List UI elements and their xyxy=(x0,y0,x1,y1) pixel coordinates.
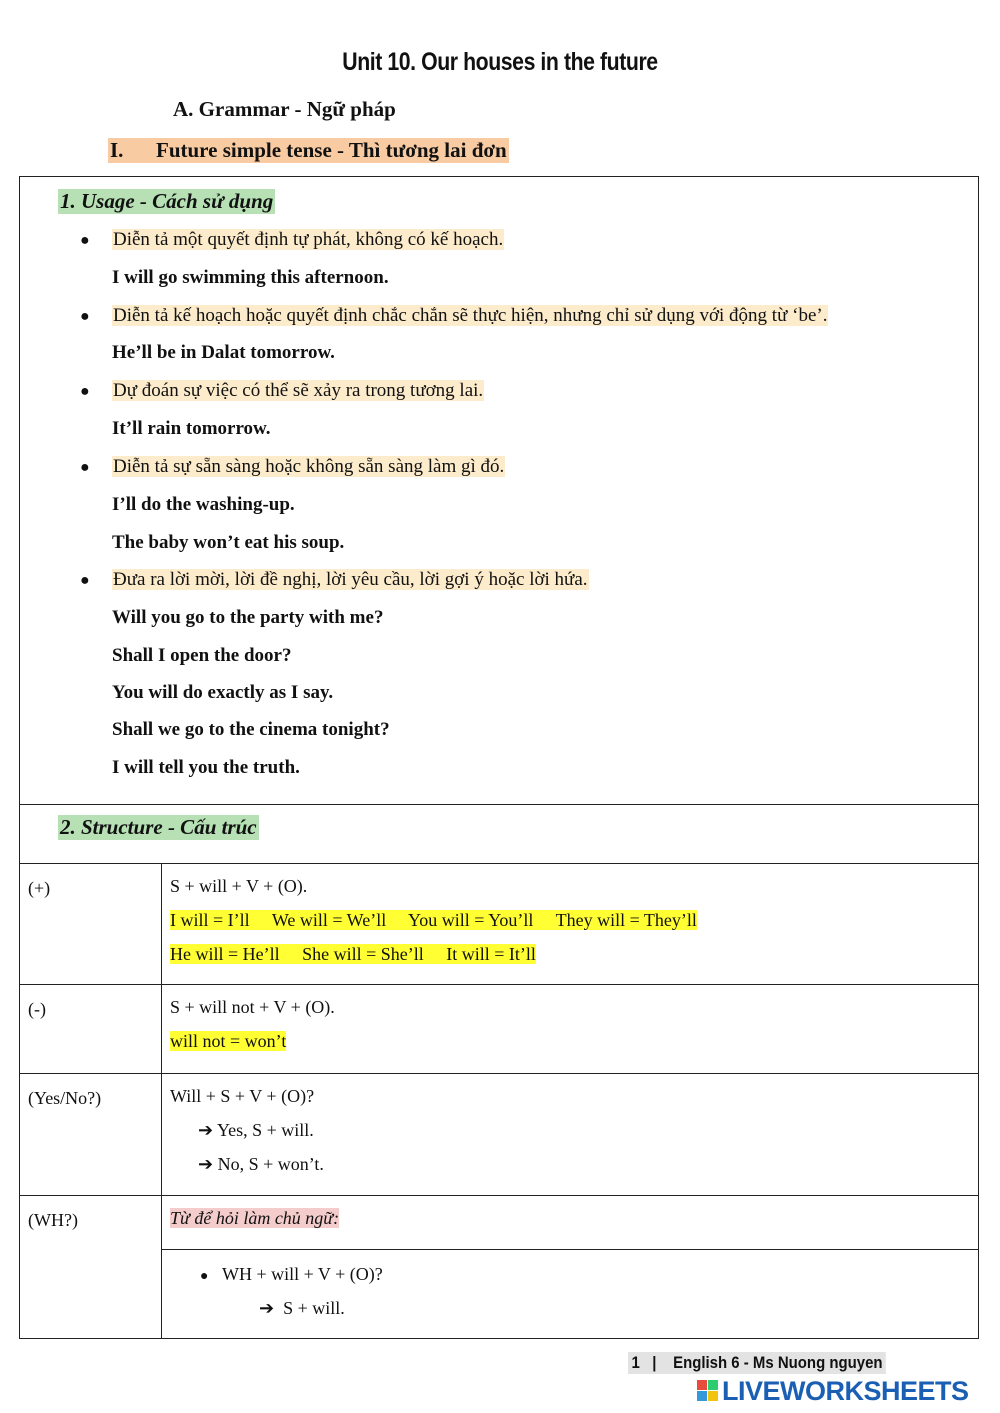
bullet-icon: ● xyxy=(80,572,90,589)
usage-bullet-5: Đưa ra lời mời, lời đề nghị, lời yêu cầu, lời gợi ý hoặc lời hứa. xyxy=(113,569,588,590)
usage-example-5b: Shall I open the door? xyxy=(112,645,292,666)
bullet-icon: ● xyxy=(200,1269,209,1284)
negative-label: (-) xyxy=(20,985,162,1074)
liveworksheets-logo[interactable] xyxy=(697,1376,969,1407)
structure-heading-row xyxy=(20,805,978,864)
bullet-icon: ● xyxy=(80,308,90,325)
section-i-heading xyxy=(108,138,509,163)
usage-bullet-3: Dự đoán sự việc có thể sẽ xảy ra trong tương lai. xyxy=(113,380,484,401)
no-answer: No, S + won’t. xyxy=(217,1154,324,1174)
usage-example-2: He’ll be in Dalat tomorrow. xyxy=(112,342,335,363)
wh-formula: WH + will + V + (O)? xyxy=(221,1264,383,1284)
section-a-heading: A. Grammar - Ngữ pháp xyxy=(173,97,396,121)
usage-bullet-2: Diễn tả kế hoạch hoặc quyết định chắc chắn sẽ thực hiện, nhưng chỉ sử dụng với động từ ‘be’. xyxy=(113,305,828,326)
bullet-icon: ● xyxy=(80,383,90,400)
positive-formula: S + will + V + (O). xyxy=(170,876,308,896)
yesno-formula: Will + S + V + (O)? xyxy=(170,1086,315,1106)
negative-formula: S + will not + V + (O). xyxy=(170,997,335,1017)
usage-example-5c: You will do exactly as I say. xyxy=(112,682,334,703)
table-row xyxy=(20,864,978,985)
usage-bullet-1: Diễn tả một quyết định tự phát, không có kế hoạch. xyxy=(113,229,504,250)
structure-table xyxy=(20,864,978,1338)
usage-example-4a: I’ll do the washing-up. xyxy=(112,494,295,515)
wh-label: (WH?) xyxy=(20,1196,162,1339)
table-row xyxy=(20,1196,978,1339)
usage-example-5d: Shall we go to the cinema tonight? xyxy=(112,719,390,740)
usage-section xyxy=(20,177,978,805)
usage-example-1: I will go swimming this afternoon. xyxy=(112,267,389,288)
usage-example-5e: I will tell you the truth. xyxy=(112,757,300,778)
arrow-right-icon: ➔ xyxy=(259,1298,275,1318)
bullet-icon: ● xyxy=(80,459,90,476)
arrow-right-icon: ➔ xyxy=(198,1154,214,1174)
usage-bullet-4: Diễn tả sự sẵn sàng hoặc không sẵn sàng làm gì đó. xyxy=(113,456,505,477)
table-row xyxy=(20,1074,978,1196)
yesno-label: (Yes/No?) xyxy=(20,1074,162,1196)
usage-example-3: It’ll rain tomorrow. xyxy=(112,418,271,439)
usage-example-4b: The baby won’t eat his soup. xyxy=(112,532,345,553)
usage-heading: 1. Usage - Cách sử dụng xyxy=(60,189,274,213)
page-footer: 1 | English 6 - Ms Nuong nguyen xyxy=(628,1352,886,1374)
usage-example-5a: Will you go to the party with me? xyxy=(112,607,384,628)
positive-label: (+) xyxy=(20,864,162,985)
wh-answer: S + will. xyxy=(283,1298,345,1318)
brand-text: LIVEWORKSHEETS xyxy=(722,1376,969,1406)
table-row xyxy=(20,985,978,1074)
yes-answer: Yes, S + will. xyxy=(216,1120,314,1140)
structure-heading: 2. Structure - Cấu trúc xyxy=(60,815,257,839)
negative-contraction: will not = won’t xyxy=(170,1031,287,1051)
arrow-right-icon: ➔ xyxy=(198,1120,214,1140)
wh-note: Từ để hỏi làm chủ ngữ: xyxy=(170,1208,340,1228)
section-i-number: I. xyxy=(110,138,124,162)
grammar-box xyxy=(19,176,979,1339)
section-i-text: Future simple tense - Thì tương lai đơn xyxy=(156,138,507,162)
page-title: Unit 10. Our houses in the future xyxy=(342,48,658,76)
positive-contractions-1: I will = I’ll We will = We’ll You will = You’ll They will = They’ll xyxy=(170,910,697,930)
bullet-icon: ● xyxy=(80,232,90,249)
positive-contractions-2: He will = He’ll She will = She’ll It will = It’ll xyxy=(170,944,536,964)
brand-logo-icon xyxy=(697,1380,719,1402)
